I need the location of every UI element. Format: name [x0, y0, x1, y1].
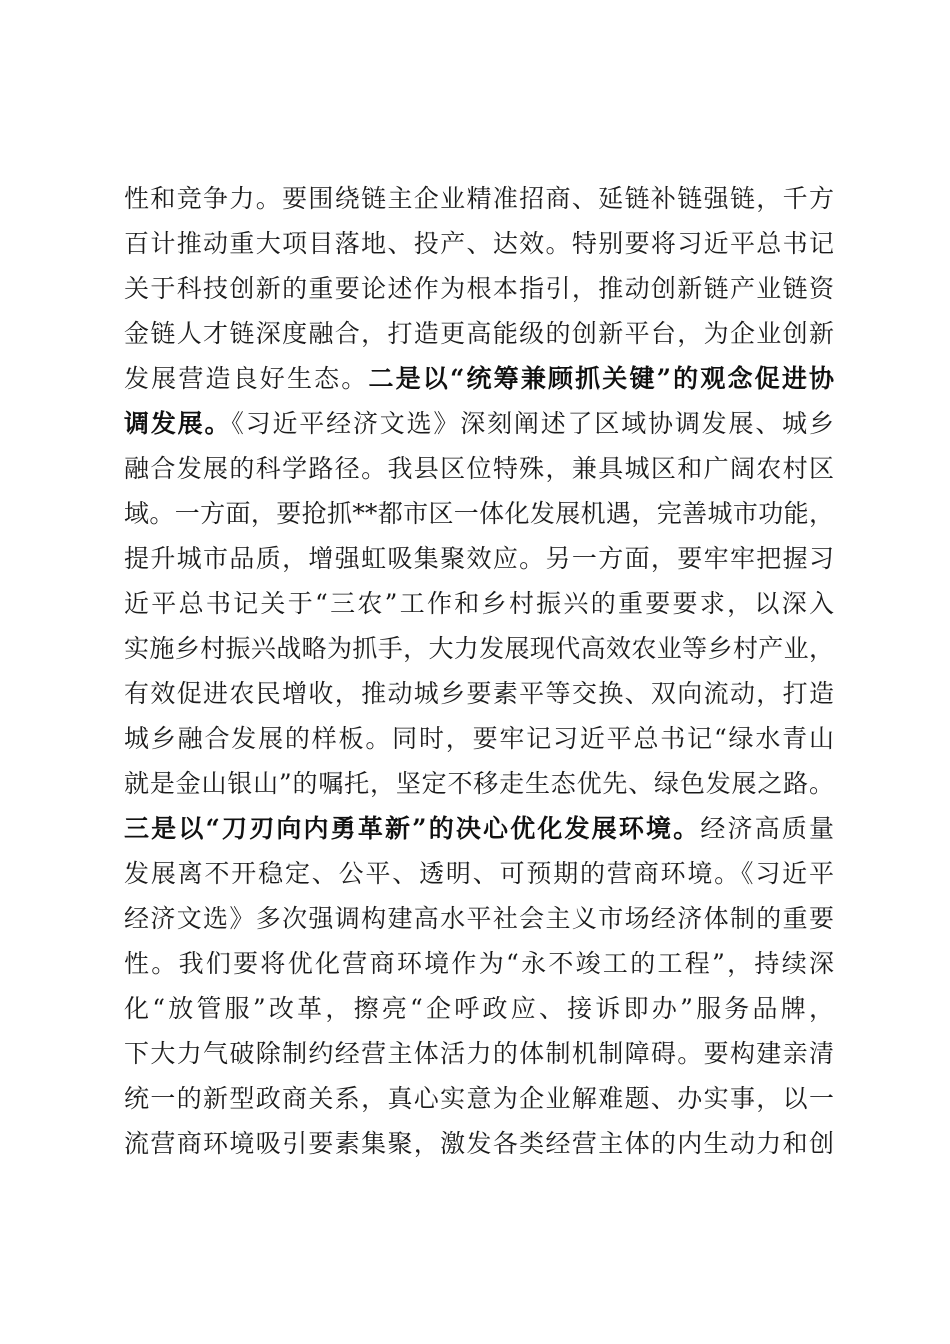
text-line	[124, 986, 834, 1031]
text-line	[124, 761, 834, 806]
text-segment: 金链人才链深度融合，打造更高能级的创新平台，为企业创新	[124, 319, 834, 348]
text-segment: 统一的新型政商关系，真心实意为企业解难题、办实事，以一	[124, 1084, 834, 1113]
section-heading-two: 二是以“统筹兼顾抓关键”的观念促进协	[368, 364, 834, 393]
text-line	[124, 581, 834, 626]
text-line	[124, 221, 834, 266]
text-line	[124, 311, 834, 356]
text-segment: 发展营造良好生态。	[124, 364, 369, 393]
text-line	[124, 1121, 834, 1166]
text-line	[124, 716, 834, 761]
text-segment: 关于科技创新的重要论述作为根本指引，推动创新链产业链资	[124, 274, 834, 303]
text-segment: 就是金山银山”的嘱托，坚定不移走生态优先、绿色发展之路。	[124, 769, 834, 798]
text-segment: 经济文选》多次强调构建高水平社会主义市场经济体制的重要	[124, 904, 834, 933]
text-segment: 流营商环境吸引要素集聚，激发各类经营主体的内生动力和创	[124, 1129, 834, 1158]
section-heading-three: 三是以“刀刃向内勇革新”的决心优化发展环境。	[124, 814, 701, 843]
text-line	[124, 806, 834, 851]
text-line	[124, 446, 834, 491]
text-line	[124, 401, 834, 446]
text-line	[124, 176, 834, 221]
text-segment: 近平总书记关于“三农”工作和乡村振兴的重要要求，以深入	[124, 589, 834, 618]
text-segment: 性。我们要将优化营商环境作为“永不竣工的工程”，持续深	[124, 949, 834, 978]
text-segment: 《习近平经济文选》深刻阐述了区域协调发展、城乡	[231, 409, 834, 438]
text-segment: 融合发展的科学路径。我县区位特殊，兼具城区和广阔农村区	[124, 454, 834, 483]
text-segment: 下大力气破除制约经营主体活力的体制机制障碍。要构建亲清	[124, 1039, 834, 1068]
text-segment: 经济高质量	[700, 814, 834, 843]
text-line	[124, 266, 834, 311]
text-line	[124, 896, 834, 941]
text-segment: 城乡融合发展的样板。同时，要牢记习近平总书记“绿水青山	[124, 724, 834, 753]
text-line	[124, 536, 834, 581]
text-line	[124, 671, 834, 716]
text-line	[124, 491, 834, 536]
text-line	[124, 1031, 834, 1076]
text-line	[124, 626, 834, 671]
body-text	[124, 176, 834, 1166]
text-segment: 性和竞争力。要围绕链主企业精准招商、延链补链强链，千方	[124, 184, 834, 213]
text-segment: 化“放管服”改革，擦亮“企呼政应、接诉即办”服务品牌，	[124, 994, 834, 1023]
text-segment: 提升城市品质，增强虹吸集聚效应。另一方面，要牢牢把握习	[124, 544, 834, 573]
text-segment: 发展离不开稳定、公平、透明、可预期的营商环境。《习近平	[124, 859, 834, 888]
text-line	[124, 1076, 834, 1121]
text-segment: 有效促进农民增收，推动城乡要素平等交换、双向流动，打造	[124, 679, 834, 708]
section-heading-two-end: 调发展。	[124, 409, 232, 438]
text-line	[124, 356, 834, 401]
text-line	[124, 851, 834, 896]
text-segment: 实施乡村振兴战略为抓手，大力发展现代高效农业等乡村产业，	[124, 634, 834, 663]
text-segment: 域。一方面，要抢抓**都市区一体化发展机遇，完善城市功能，	[124, 499, 834, 528]
text-line	[124, 941, 834, 986]
text-segment: 百计推动重大项目落地、投产、达效。特别要将习近平总书记	[124, 229, 834, 258]
